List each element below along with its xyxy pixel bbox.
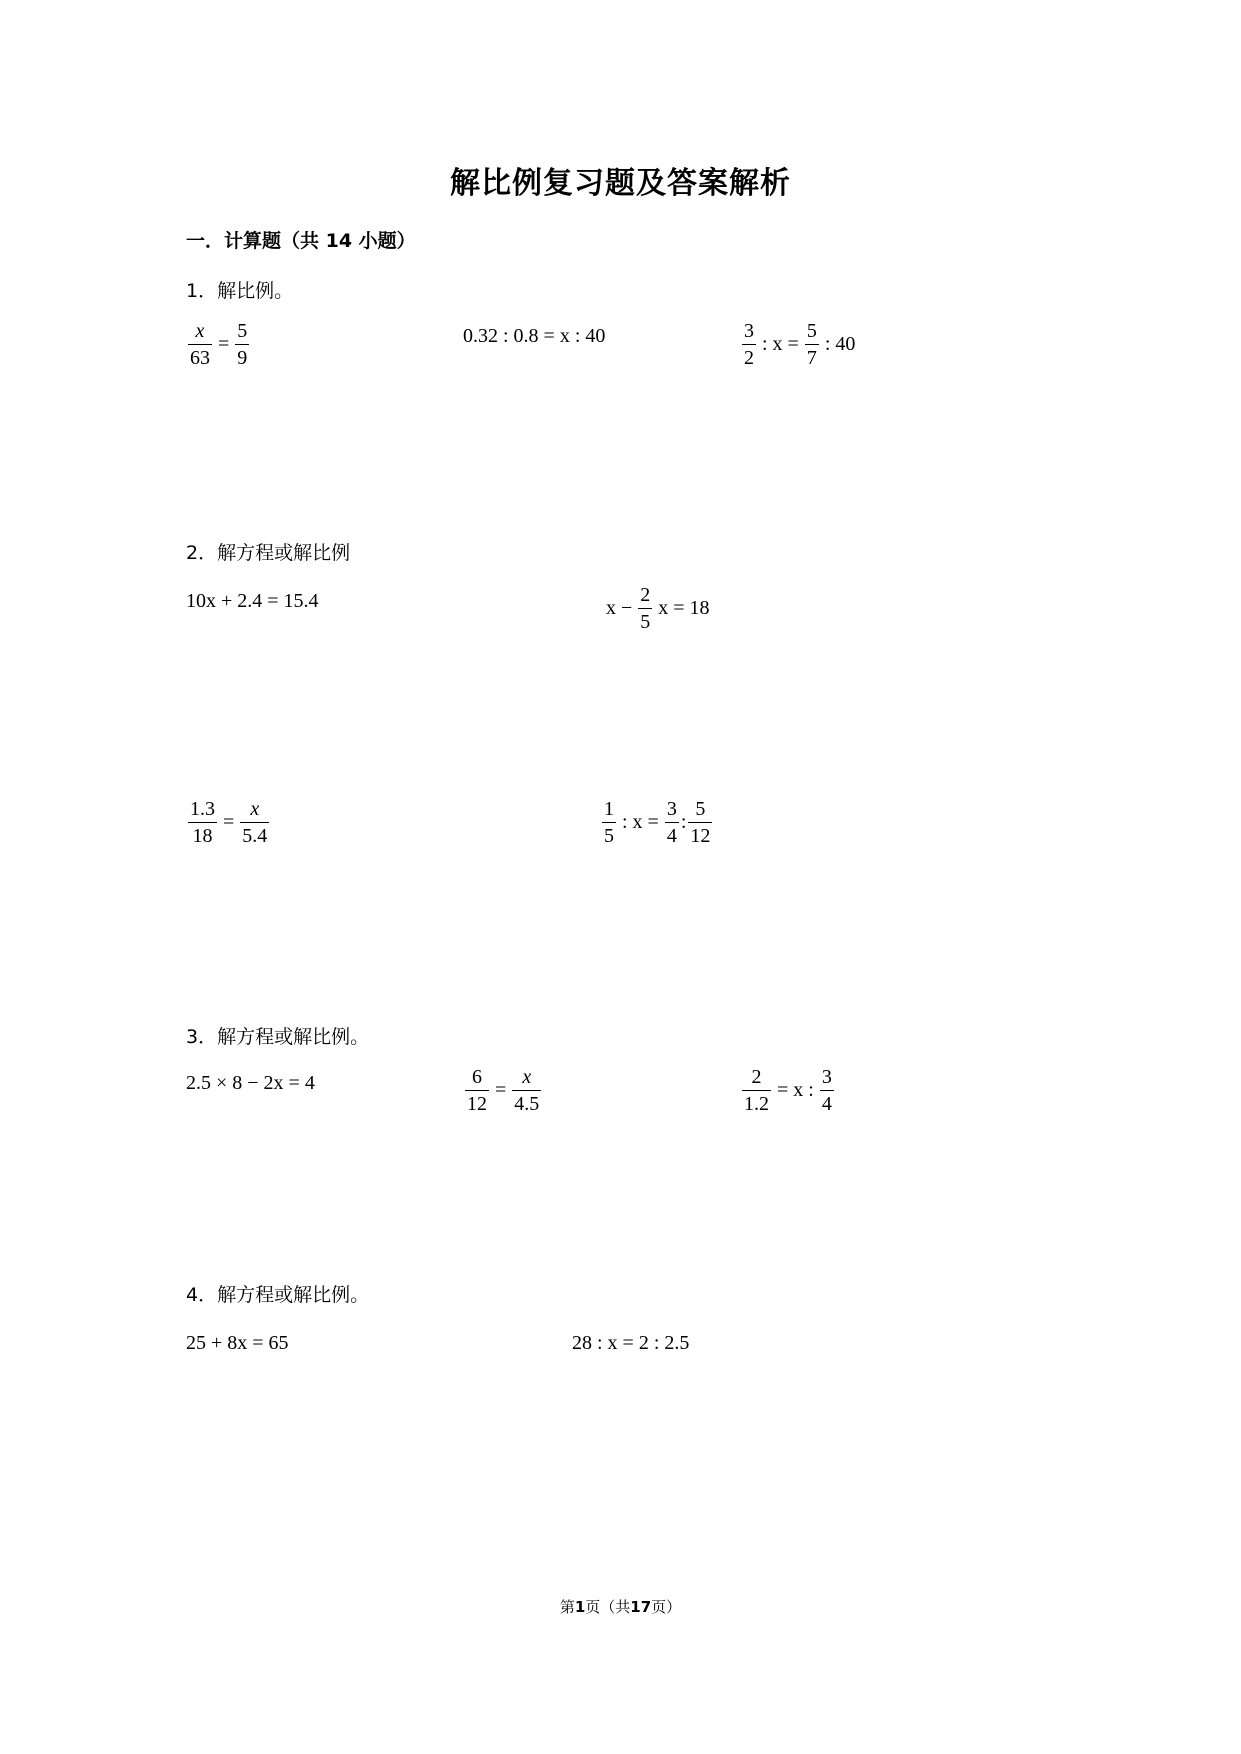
question-4-title: 4．解方程或解比例。 bbox=[186, 1284, 370, 1306]
fraction: $\frac{3}{4}$ bbox=[821, 1066, 832, 1115]
fraction: $\frac{6}{12}$ bbox=[467, 1066, 487, 1115]
fraction: $\frac{5}{9}$ bbox=[237, 320, 248, 369]
q2-equation-4: $\frac{1}{5}$ : x = $\frac{3}{4}$ : $\frac{5}{12}$ bbox=[604, 798, 711, 847]
fraction: $\frac{2}{5}$ bbox=[640, 584, 651, 633]
fraction: $\frac{3}{4}$ bbox=[666, 798, 677, 847]
question-2-title: 2．解方程或解比例 bbox=[186, 542, 351, 564]
q1-equation-1: $\frac{x}{63}$ = $\frac{5}{9}$ bbox=[190, 320, 248, 369]
q3-equation-3: $\frac{2}{1.2}$ = x : $\frac{3}{4}$ bbox=[744, 1066, 832, 1115]
fraction: $\frac{2}{1.2}$ bbox=[744, 1066, 769, 1115]
q4-equation-1: 25 + 8x = 65 bbox=[186, 1332, 289, 1354]
q2-equation-3: $\frac{1.3}{18}$ = $\frac{x}{5.4}$ bbox=[190, 798, 268, 847]
q2-equation-1: 10x + 2.4 = 15.4 bbox=[186, 590, 319, 612]
fraction: $\frac{1.3}{18}$ bbox=[190, 798, 215, 847]
page-title: 解比例复习题及答案解析 bbox=[450, 166, 791, 201]
question-3-title: 3．解方程或解比例。 bbox=[186, 1026, 370, 1048]
q3-equation-2: $\frac{6}{12}$ = $\frac{x}{4.5}$ bbox=[467, 1066, 540, 1115]
q3-equation-1: 2.5 × 8 − 2x = 4 bbox=[186, 1072, 315, 1094]
fraction: $\frac{x}{4.5}$ bbox=[514, 1066, 540, 1115]
fraction: $\frac{1}{5}$ bbox=[604, 798, 614, 847]
q4-equation-2: 28 : x = 2 : 2.5 bbox=[572, 1332, 690, 1354]
q1-equation-2: 0.32 : 0.8 = x : 40 bbox=[463, 325, 606, 347]
q2-equation-2: x − $\frac{2}{5}$ x = 18 bbox=[606, 584, 710, 633]
q1-equation-3: $\frac{3}{2}$ : x = $\frac{5}{7}$ : 40 bbox=[744, 320, 856, 369]
page-footer: 第1页（共17页） bbox=[559, 1598, 682, 1616]
fraction: $\frac{5}{7}$ bbox=[806, 320, 817, 369]
fraction: $\frac{5}{12}$ bbox=[690, 798, 711, 847]
fraction: $\frac{3}{2}$ bbox=[744, 320, 754, 369]
fraction: $\frac{x}{5.4}$ bbox=[242, 798, 268, 847]
fraction: $\frac{x}{63}$ bbox=[190, 320, 210, 369]
question-1-title: 1．解比例。 bbox=[186, 280, 294, 302]
section-heading: 一．计算题（共 14 小题） bbox=[186, 230, 416, 252]
